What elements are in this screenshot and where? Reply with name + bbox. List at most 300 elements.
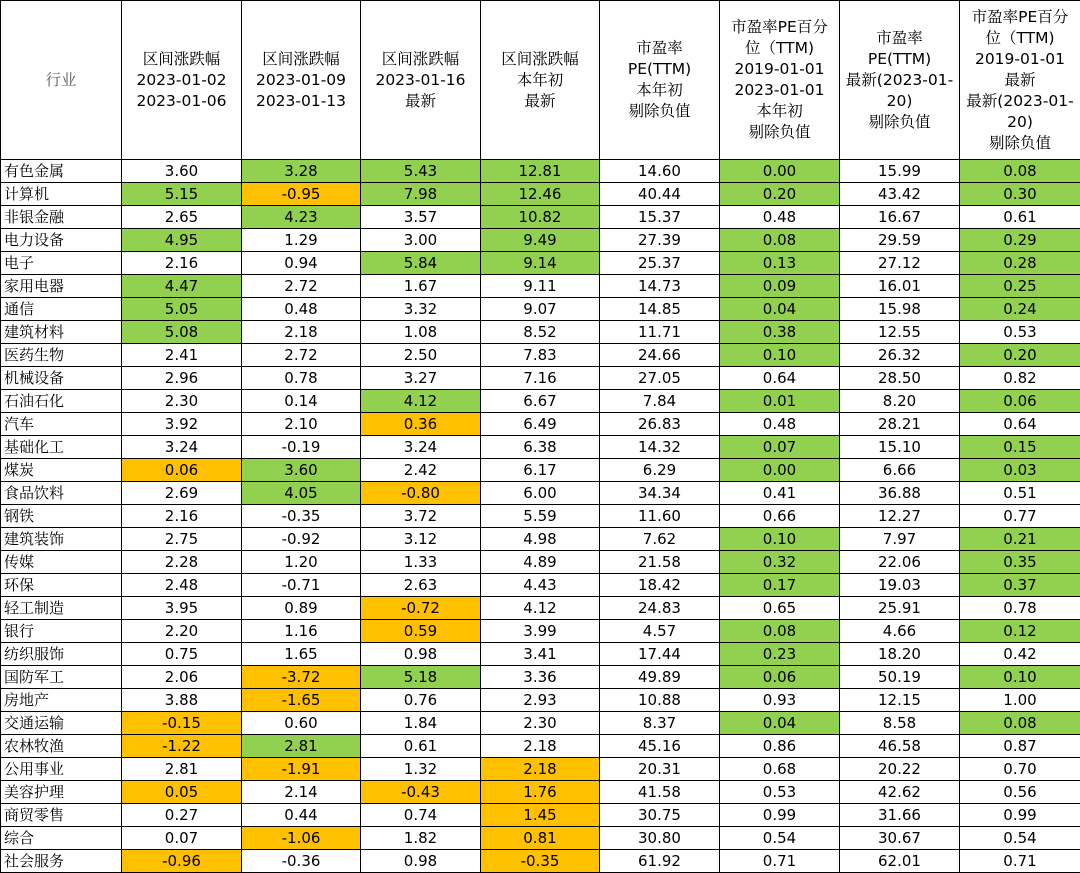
pe-percentile-start-cell: 0.23 <box>720 643 840 666</box>
pe-latest-cell: 26.32 <box>840 344 960 367</box>
pe-percentile-start-cell: 0.71 <box>720 850 840 873</box>
change-ytd-cell: 9.49 <box>481 229 600 252</box>
table-row <box>1 160 1080 183</box>
change-week2-cell: 2.10 <box>242 413 361 436</box>
change-week2-cell: -3.72 <box>242 666 361 689</box>
industry-cell: 纺织服饰 <box>1 643 122 666</box>
table-row <box>1 390 1080 413</box>
change-ytd-cell: 2.18 <box>481 758 600 781</box>
table-row <box>1 275 1080 298</box>
pe-start-cell: 18.42 <box>600 574 720 597</box>
change-week3-cell: 3.32 <box>361 298 481 321</box>
change-ytd-cell: 1.76 <box>481 781 600 804</box>
pe-start-cell: 26.83 <box>600 413 720 436</box>
change-week2-cell: -1.06 <box>242 827 361 850</box>
table-row <box>1 574 1080 597</box>
change-week1-cell: 3.88 <box>122 689 242 712</box>
change-ytd-cell: 4.89 <box>481 551 600 574</box>
pe-start-cell: 20.31 <box>600 758 720 781</box>
pe-percentile-start-cell: 0.00 <box>720 160 840 183</box>
change-ytd-cell: 3.41 <box>481 643 600 666</box>
change-week1-cell: 5.08 <box>122 321 242 344</box>
pe-start-cell: 25.37 <box>600 252 720 275</box>
change-ytd-cell: 2.93 <box>481 689 600 712</box>
change-ytd-cell: 4.12 <box>481 597 600 620</box>
pe-percentile-start-cell: 0.06 <box>720 666 840 689</box>
pe-percentile-latest-cell: 1.00 <box>960 689 1080 712</box>
table-row <box>1 252 1080 275</box>
pe-percentile-start-cell: 0.10 <box>720 528 840 551</box>
industry-cell: 交通运输 <box>1 712 122 735</box>
change-week2-cell: 0.60 <box>242 712 361 735</box>
table-row <box>1 229 1080 252</box>
change-week1-cell: 2.96 <box>122 367 242 390</box>
pe-start-cell: 30.75 <box>600 804 720 827</box>
industry-cell: 煤炭 <box>1 459 122 482</box>
table-row <box>1 735 1080 758</box>
change-week2-cell: 4.23 <box>242 206 361 229</box>
change-week1-cell: -0.15 <box>122 712 242 735</box>
industry-cell: 国防军工 <box>1 666 122 689</box>
change-ytd-cell: 6.49 <box>481 413 600 436</box>
change-week1-cell: 2.16 <box>122 252 242 275</box>
pe-percentile-start-cell: 0.41 <box>720 482 840 505</box>
change-week2-cell: 1.29 <box>242 229 361 252</box>
pe-latest-cell: 20.22 <box>840 758 960 781</box>
pe-percentile-start-cell: 0.99 <box>720 804 840 827</box>
table-row <box>1 344 1080 367</box>
header-row <box>1 1 1080 160</box>
change-ytd-cell: 3.99 <box>481 620 600 643</box>
change-ytd-cell: 6.67 <box>481 390 600 413</box>
table-row <box>1 712 1080 735</box>
pe-percentile-start-cell: 0.65 <box>720 597 840 620</box>
pe-percentile-latest-cell: 0.53 <box>960 321 1080 344</box>
change-week3-cell: 5.43 <box>361 160 481 183</box>
pe-latest-cell: 4.66 <box>840 620 960 643</box>
pe-latest-cell: 46.58 <box>840 735 960 758</box>
pe-percentile-start-cell: 0.66 <box>720 505 840 528</box>
pe-percentile-start-cell: 0.53 <box>720 781 840 804</box>
table-row <box>1 367 1080 390</box>
pe-percentile-latest-cell: 0.99 <box>960 804 1080 827</box>
pe-latest-cell: 7.97 <box>840 528 960 551</box>
pe-latest-cell: 15.99 <box>840 160 960 183</box>
change-week1-cell: 0.07 <box>122 827 242 850</box>
pe-percentile-start-cell: 0.32 <box>720 551 840 574</box>
pe-percentile-latest-cell: 0.10 <box>960 666 1080 689</box>
industry-cell: 农林牧渔 <box>1 735 122 758</box>
change-week1-cell: 5.15 <box>122 183 242 206</box>
table-row <box>1 804 1080 827</box>
change-week1-cell: 0.05 <box>122 781 242 804</box>
pe-percentile-latest-cell: 0.20 <box>960 344 1080 367</box>
pe-percentile-start-cell: 0.01 <box>720 390 840 413</box>
change-week3-cell: 3.12 <box>361 528 481 551</box>
pe-percentile-latest-cell: 0.06 <box>960 390 1080 413</box>
table-row <box>1 459 1080 482</box>
pe-start-cell: 7.62 <box>600 528 720 551</box>
change-week3-cell: 3.57 <box>361 206 481 229</box>
pe-percentile-latest-cell: 0.29 <box>960 229 1080 252</box>
change-week3-cell: -0.72 <box>361 597 481 620</box>
change-week1-cell: 5.05 <box>122 298 242 321</box>
pe-percentile-start-cell: 0.10 <box>720 344 840 367</box>
change-week1-cell: 2.65 <box>122 206 242 229</box>
change-week3-cell: 1.32 <box>361 758 481 781</box>
change-week2-cell: -0.92 <box>242 528 361 551</box>
table-body <box>1 160 1080 873</box>
pe-start-cell: 27.05 <box>600 367 720 390</box>
industry-cell: 非银金融 <box>1 206 122 229</box>
header-pe-start: 市盈率 PE(TTM) 本年初 剔除负值 <box>600 1 720 160</box>
change-week1-cell: 4.95 <box>122 229 242 252</box>
change-ytd-cell: 12.81 <box>481 160 600 183</box>
pe-percentile-latest-cell: 0.25 <box>960 275 1080 298</box>
change-week2-cell: 1.65 <box>242 643 361 666</box>
pe-latest-cell: 16.01 <box>840 275 960 298</box>
change-week2-cell: 0.44 <box>242 804 361 827</box>
industry-cell: 家用电器 <box>1 275 122 298</box>
pe-percentile-start-cell: 0.04 <box>720 712 840 735</box>
change-week2-cell: 4.05 <box>242 482 361 505</box>
pe-latest-cell: 27.12 <box>840 252 960 275</box>
change-week2-cell: 3.60 <box>242 459 361 482</box>
change-week3-cell: 1.82 <box>361 827 481 850</box>
pe-start-cell: 14.85 <box>600 298 720 321</box>
change-week2-cell: -0.95 <box>242 183 361 206</box>
change-week3-cell: 3.00 <box>361 229 481 252</box>
pe-latest-cell: 50.19 <box>840 666 960 689</box>
pe-start-cell: 15.37 <box>600 206 720 229</box>
industry-cell: 电子 <box>1 252 122 275</box>
industry-cell: 基础化工 <box>1 436 122 459</box>
change-ytd-cell: 3.36 <box>481 666 600 689</box>
pe-latest-cell: 31.66 <box>840 804 960 827</box>
header-change-week2: 区间涨跌幅 2023-01-09 2023-01-13 <box>242 1 361 160</box>
change-week1-cell: 2.30 <box>122 390 242 413</box>
industry-cell: 轻工制造 <box>1 597 122 620</box>
change-week3-cell: 0.36 <box>361 413 481 436</box>
pe-percentile-start-cell: 0.00 <box>720 459 840 482</box>
pe-latest-cell: 43.42 <box>840 183 960 206</box>
change-week1-cell: 2.48 <box>122 574 242 597</box>
pe-latest-cell: 28.21 <box>840 413 960 436</box>
pe-latest-cell: 22.06 <box>840 551 960 574</box>
table-row <box>1 183 1080 206</box>
industry-cell: 建筑装饰 <box>1 528 122 551</box>
industry-cell: 食品饮料 <box>1 482 122 505</box>
header-change-week3: 区间涨跌幅 2023-01-16 最新 <box>361 1 481 160</box>
pe-percentile-latest-cell: 0.82 <box>960 367 1080 390</box>
change-ytd-cell: 9.14 <box>481 252 600 275</box>
change-ytd-cell: 9.07 <box>481 298 600 321</box>
pe-percentile-start-cell: 0.93 <box>720 689 840 712</box>
pe-latest-cell: 12.55 <box>840 321 960 344</box>
change-week1-cell: 2.69 <box>122 482 242 505</box>
pe-percentile-latest-cell: 0.56 <box>960 781 1080 804</box>
change-week2-cell: -0.71 <box>242 574 361 597</box>
pe-start-cell: 27.39 <box>600 229 720 252</box>
pe-percentile-start-cell: 0.38 <box>720 321 840 344</box>
industry-cell: 社会服务 <box>1 850 122 873</box>
industry-cell: 机械设备 <box>1 367 122 390</box>
change-ytd-cell: 6.00 <box>481 482 600 505</box>
table-row <box>1 666 1080 689</box>
table-row <box>1 689 1080 712</box>
header-change-ytd: 区间涨跌幅 本年初 最新 <box>481 1 600 160</box>
change-week2-cell: -0.36 <box>242 850 361 873</box>
table-row <box>1 206 1080 229</box>
industry-cell: 钢铁 <box>1 505 122 528</box>
pe-percentile-start-cell: 0.68 <box>720 758 840 781</box>
change-ytd-cell: 4.43 <box>481 574 600 597</box>
change-week2-cell: 0.78 <box>242 367 361 390</box>
industry-cell: 商贸零售 <box>1 804 122 827</box>
change-week3-cell: 1.08 <box>361 321 481 344</box>
industry-cell: 房地产 <box>1 689 122 712</box>
pe-start-cell: 8.37 <box>600 712 720 735</box>
change-ytd-cell: 5.59 <box>481 505 600 528</box>
pe-percentile-latest-cell: 0.30 <box>960 183 1080 206</box>
pe-start-cell: 30.80 <box>600 827 720 850</box>
change-week1-cell: 2.28 <box>122 551 242 574</box>
pe-percentile-start-cell: 0.64 <box>720 367 840 390</box>
change-week2-cell: 1.16 <box>242 620 361 643</box>
table-row <box>1 505 1080 528</box>
change-week2-cell: 0.94 <box>242 252 361 275</box>
change-week2-cell: 0.14 <box>242 390 361 413</box>
change-ytd-cell: 2.18 <box>481 735 600 758</box>
change-ytd-cell: 12.46 <box>481 183 600 206</box>
change-week1-cell: 3.24 <box>122 436 242 459</box>
industry-cell: 通信 <box>1 298 122 321</box>
change-week1-cell: 3.95 <box>122 597 242 620</box>
change-week3-cell: 3.72 <box>361 505 481 528</box>
pe-latest-cell: 6.66 <box>840 459 960 482</box>
pe-latest-cell: 16.67 <box>840 206 960 229</box>
change-ytd-cell: 10.82 <box>481 206 600 229</box>
change-week3-cell: 0.76 <box>361 689 481 712</box>
change-week3-cell: 5.18 <box>361 666 481 689</box>
change-ytd-cell: 9.11 <box>481 275 600 298</box>
table-row <box>1 528 1080 551</box>
change-week3-cell: 4.12 <box>361 390 481 413</box>
change-week3-cell: 0.59 <box>361 620 481 643</box>
pe-latest-cell: 62.01 <box>840 850 960 873</box>
pe-latest-cell: 15.10 <box>840 436 960 459</box>
table-row <box>1 298 1080 321</box>
change-week2-cell: -0.35 <box>242 505 361 528</box>
change-week1-cell: 2.81 <box>122 758 242 781</box>
change-ytd-cell: 2.30 <box>481 712 600 735</box>
change-week2-cell: 2.72 <box>242 275 361 298</box>
change-week1-cell: 4.47 <box>122 275 242 298</box>
pe-start-cell: 14.73 <box>600 275 720 298</box>
pe-percentile-latest-cell: 0.15 <box>960 436 1080 459</box>
pe-latest-cell: 12.27 <box>840 505 960 528</box>
industry-cell: 美容护理 <box>1 781 122 804</box>
industry-cell: 计算机 <box>1 183 122 206</box>
industry-cell: 传媒 <box>1 551 122 574</box>
change-week3-cell: 0.98 <box>361 643 481 666</box>
pe-start-cell: 45.16 <box>600 735 720 758</box>
change-week3-cell: 2.50 <box>361 344 481 367</box>
pe-percentile-latest-cell: 0.08 <box>960 160 1080 183</box>
pe-start-cell: 21.58 <box>600 551 720 574</box>
table-row <box>1 758 1080 781</box>
change-ytd-cell: -0.35 <box>481 850 600 873</box>
pe-latest-cell: 19.03 <box>840 574 960 597</box>
industry-cell: 环保 <box>1 574 122 597</box>
pe-percentile-latest-cell: 0.64 <box>960 413 1080 436</box>
change-ytd-cell: 0.81 <box>481 827 600 850</box>
pe-percentile-latest-cell: 0.21 <box>960 528 1080 551</box>
industry-cell: 建筑材料 <box>1 321 122 344</box>
change-week3-cell: 0.74 <box>361 804 481 827</box>
pe-percentile-latest-cell: 0.61 <box>960 206 1080 229</box>
change-week1-cell: 2.16 <box>122 505 242 528</box>
change-week1-cell: 0.06 <box>122 459 242 482</box>
pe-percentile-latest-cell: 0.54 <box>960 827 1080 850</box>
pe-start-cell: 11.71 <box>600 321 720 344</box>
pe-percentile-latest-cell: 0.28 <box>960 252 1080 275</box>
pe-percentile-start-cell: 0.08 <box>720 229 840 252</box>
table-row <box>1 482 1080 505</box>
pe-latest-cell: 28.50 <box>840 367 960 390</box>
table-row <box>1 850 1080 873</box>
industry-cell: 电力设备 <box>1 229 122 252</box>
change-week2-cell: 2.18 <box>242 321 361 344</box>
pe-latest-cell: 36.88 <box>840 482 960 505</box>
change-week3-cell: -0.43 <box>361 781 481 804</box>
header-change-week1: 区间涨跌幅 2023-01-02 2023-01-06 <box>122 1 242 160</box>
pe-latest-cell: 25.91 <box>840 597 960 620</box>
pe-percentile-latest-cell: 0.12 <box>960 620 1080 643</box>
pe-start-cell: 14.32 <box>600 436 720 459</box>
pe-latest-cell: 30.67 <box>840 827 960 850</box>
change-week1-cell: 2.41 <box>122 344 242 367</box>
header-industry: 行业 <box>1 1 122 160</box>
header-pe-percentile-latest: 市盈率PE百分 位（TTM) 2019-01-01 最新 最新(2023-01- 20) 剔除负值 <box>960 1 1080 160</box>
pe-percentile-start-cell: 0.48 <box>720 206 840 229</box>
change-ytd-cell: 8.52 <box>481 321 600 344</box>
pe-start-cell: 34.34 <box>600 482 720 505</box>
pe-start-cell: 40.44 <box>600 183 720 206</box>
change-week2-cell: 0.89 <box>242 597 361 620</box>
pe-start-cell: 41.58 <box>600 781 720 804</box>
pe-percentile-latest-cell: 0.51 <box>960 482 1080 505</box>
pe-percentile-latest-cell: 0.70 <box>960 758 1080 781</box>
pe-latest-cell: 42.62 <box>840 781 960 804</box>
pe-percentile-start-cell: 0.86 <box>720 735 840 758</box>
pe-percentile-latest-cell: 0.78 <box>960 597 1080 620</box>
change-week1-cell: 0.75 <box>122 643 242 666</box>
pe-start-cell: 4.57 <box>600 620 720 643</box>
pe-start-cell: 49.89 <box>600 666 720 689</box>
change-week1-cell: 3.60 <box>122 160 242 183</box>
pe-percentile-start-cell: 0.08 <box>720 620 840 643</box>
table-row <box>1 643 1080 666</box>
table-row <box>1 436 1080 459</box>
change-week3-cell: 7.98 <box>361 183 481 206</box>
pe-percentile-start-cell: 0.48 <box>720 413 840 436</box>
pe-start-cell: 7.84 <box>600 390 720 413</box>
change-week3-cell: -0.80 <box>361 482 481 505</box>
change-week2-cell: 0.48 <box>242 298 361 321</box>
pe-latest-cell: 29.59 <box>840 229 960 252</box>
change-week3-cell: 1.84 <box>361 712 481 735</box>
pe-start-cell: 6.29 <box>600 459 720 482</box>
table-row <box>1 620 1080 643</box>
change-week2-cell: -1.65 <box>242 689 361 712</box>
industry-cell: 石油石化 <box>1 390 122 413</box>
pe-latest-cell: 18.20 <box>840 643 960 666</box>
change-week3-cell: 0.98 <box>361 850 481 873</box>
industry-cell: 医药生物 <box>1 344 122 367</box>
pe-percentile-start-cell: 0.54 <box>720 827 840 850</box>
change-week3-cell: 2.42 <box>361 459 481 482</box>
change-ytd-cell: 1.45 <box>481 804 600 827</box>
pe-percentile-start-cell: 0.20 <box>720 183 840 206</box>
change-week3-cell: 2.63 <box>361 574 481 597</box>
change-week3-cell: 1.67 <box>361 275 481 298</box>
change-week1-cell: 0.27 <box>122 804 242 827</box>
change-week2-cell: 2.81 <box>242 735 361 758</box>
pe-percentile-start-cell: 0.07 <box>720 436 840 459</box>
change-ytd-cell: 6.38 <box>481 436 600 459</box>
table-row <box>1 413 1080 436</box>
pe-start-cell: 10.88 <box>600 689 720 712</box>
pe-latest-cell: 15.98 <box>840 298 960 321</box>
change-week1-cell: -1.22 <box>122 735 242 758</box>
pe-percentile-latest-cell: 0.87 <box>960 735 1080 758</box>
pe-percentile-start-cell: 0.13 <box>720 252 840 275</box>
change-week2-cell: 1.20 <box>242 551 361 574</box>
pe-percentile-latest-cell: 0.77 <box>960 505 1080 528</box>
change-ytd-cell: 7.16 <box>481 367 600 390</box>
change-week2-cell: 2.72 <box>242 344 361 367</box>
pe-percentile-latest-cell: 0.71 <box>960 850 1080 873</box>
pe-percentile-start-cell: 0.09 <box>720 275 840 298</box>
pe-start-cell: 11.60 <box>600 505 720 528</box>
pe-start-cell: 17.44 <box>600 643 720 666</box>
pe-latest-cell: 8.58 <box>840 712 960 735</box>
table-row <box>1 321 1080 344</box>
header-pe-latest: 市盈率 PE(TTM) 最新(2023-01- 20) 剔除负值 <box>840 1 960 160</box>
change-week3-cell: 5.84 <box>361 252 481 275</box>
pe-percentile-latest-cell: 0.24 <box>960 298 1080 321</box>
pe-percentile-latest-cell: 0.08 <box>960 712 1080 735</box>
change-ytd-cell: 4.98 <box>481 528 600 551</box>
change-week3-cell: 3.24 <box>361 436 481 459</box>
pe-start-cell: 61.92 <box>600 850 720 873</box>
table-row <box>1 827 1080 850</box>
change-week1-cell: 2.20 <box>122 620 242 643</box>
pe-start-cell: 24.66 <box>600 344 720 367</box>
change-week1-cell: -0.96 <box>122 850 242 873</box>
change-week2-cell: -0.19 <box>242 436 361 459</box>
table-row <box>1 597 1080 620</box>
change-week3-cell: 3.27 <box>361 367 481 390</box>
pe-start-cell: 24.83 <box>600 597 720 620</box>
change-week3-cell: 1.33 <box>361 551 481 574</box>
industry-cell: 汽车 <box>1 413 122 436</box>
pe-percentile-latest-cell: 0.37 <box>960 574 1080 597</box>
change-week1-cell: 2.06 <box>122 666 242 689</box>
change-week2-cell: 2.14 <box>242 781 361 804</box>
pe-latest-cell: 12.15 <box>840 689 960 712</box>
